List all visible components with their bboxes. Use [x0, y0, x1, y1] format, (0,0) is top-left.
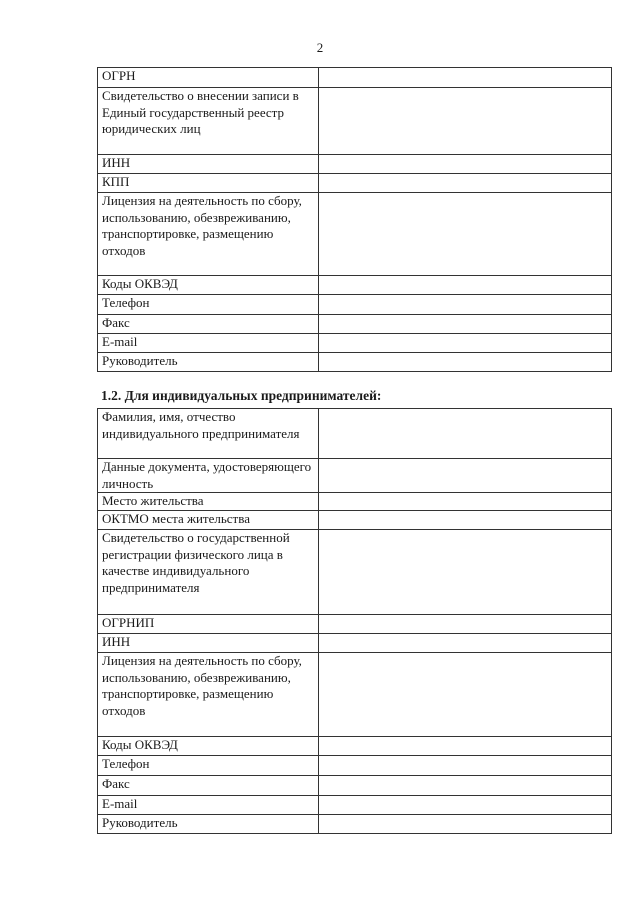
field-value-residence[interactable] [319, 493, 612, 511]
legal-entity-table [97, 67, 612, 372]
table-row [98, 737, 612, 756]
table-row [98, 334, 612, 353]
table-row [98, 634, 612, 653]
table-row [98, 776, 612, 796]
page-number: 2 [316, 40, 324, 55]
field-label-director: Руководитель [98, 353, 319, 372]
table-row [98, 276, 612, 295]
field-label-inn: ИНН [98, 634, 319, 653]
field-value-identity-document[interactable] [319, 459, 612, 493]
field-value-phone[interactable] [319, 756, 612, 776]
field-value-ogrn[interactable] [319, 68, 612, 88]
field-label-email: E-mail [98, 334, 319, 353]
field-label-full-name: Фамилия, имя, отчество индивидуального предпринимателя [98, 409, 319, 459]
field-label-identity-document: Данные документа, удостоверяющего личность [98, 459, 319, 493]
table-row [98, 459, 612, 493]
field-label-inn: ИНН [98, 155, 319, 174]
field-value-fax[interactable] [319, 315, 612, 334]
table-row [98, 409, 612, 459]
field-value-inn[interactable] [319, 634, 612, 653]
field-label-ogrnip: ОГРНИП [98, 615, 319, 634]
field-value-okved[interactable] [319, 276, 612, 295]
field-value-oktmo[interactable] [319, 511, 612, 530]
table-row [98, 315, 612, 334]
field-label-fax: Факс [98, 776, 319, 796]
field-value-waste-license[interactable] [319, 653, 612, 737]
table-row [98, 615, 612, 634]
field-value-ogrnip[interactable] [319, 615, 612, 634]
field-label-okved: Коды ОКВЭД [98, 737, 319, 756]
table-row [98, 530, 612, 615]
field-label-phone: Телефон [98, 756, 319, 776]
table-row [98, 88, 612, 155]
field-label-kpp: КПП [98, 174, 319, 193]
field-label-okved: Коды ОКВЭД [98, 276, 319, 295]
field-label-phone: Телефон [98, 295, 319, 315]
field-value-inn[interactable] [319, 155, 612, 174]
field-label-director: Руководитель [98, 815, 319, 834]
field-value-email[interactable] [319, 334, 612, 353]
table-row [98, 493, 612, 511]
field-label-fax: Факс [98, 315, 319, 334]
field-label-residence: Место жительства [98, 493, 319, 511]
field-value-registration-certificate[interactable] [319, 530, 612, 615]
table-row [98, 756, 612, 776]
field-value-fax[interactable] [319, 776, 612, 796]
table-row [98, 511, 612, 530]
table-row [98, 295, 612, 315]
table-row [98, 653, 612, 737]
field-label-registration-certificate: Свидетельство о государственной регистрации физического лица в качестве индивидуального предпринимателя [98, 530, 319, 615]
table-row [98, 68, 612, 88]
field-value-okved[interactable] [319, 737, 612, 756]
field-label-egrul-certificate: Свидетельство о внесении записи в Единый государственный реестр юридических лиц [98, 88, 319, 155]
field-value-kpp[interactable] [319, 174, 612, 193]
field-label-oktmo: ОКТМО места жительства [98, 511, 319, 530]
individual-entrepreneur-table [97, 408, 612, 834]
section-heading: 1.2. Для индивидуальных предпринимателей: [101, 388, 382, 403]
field-label-email: E-mail [98, 796, 319, 815]
field-value-director[interactable] [319, 353, 612, 372]
table-row [98, 815, 612, 834]
table-row [98, 174, 612, 193]
field-value-email[interactable] [319, 796, 612, 815]
table-row [98, 155, 612, 174]
table-row [98, 796, 612, 815]
field-value-full-name[interactable] [319, 409, 612, 459]
field-label-waste-license: Лицензия на деятельность по сбору, использованию, обезвреживанию, транспортировке, размещению отходов [98, 193, 319, 276]
field-label-ogrn: ОГРН [98, 68, 319, 88]
field-value-director[interactable] [319, 815, 612, 834]
field-value-egrul-certificate[interactable] [319, 88, 612, 155]
table-row [98, 353, 612, 372]
table-row [98, 193, 612, 276]
field-value-waste-license[interactable] [319, 193, 612, 276]
field-value-phone[interactable] [319, 295, 612, 315]
field-label-waste-license: Лицензия на деятельность по сбору, использованию, обезвреживанию, транспортировке, размещению отходов [98, 653, 319, 737]
